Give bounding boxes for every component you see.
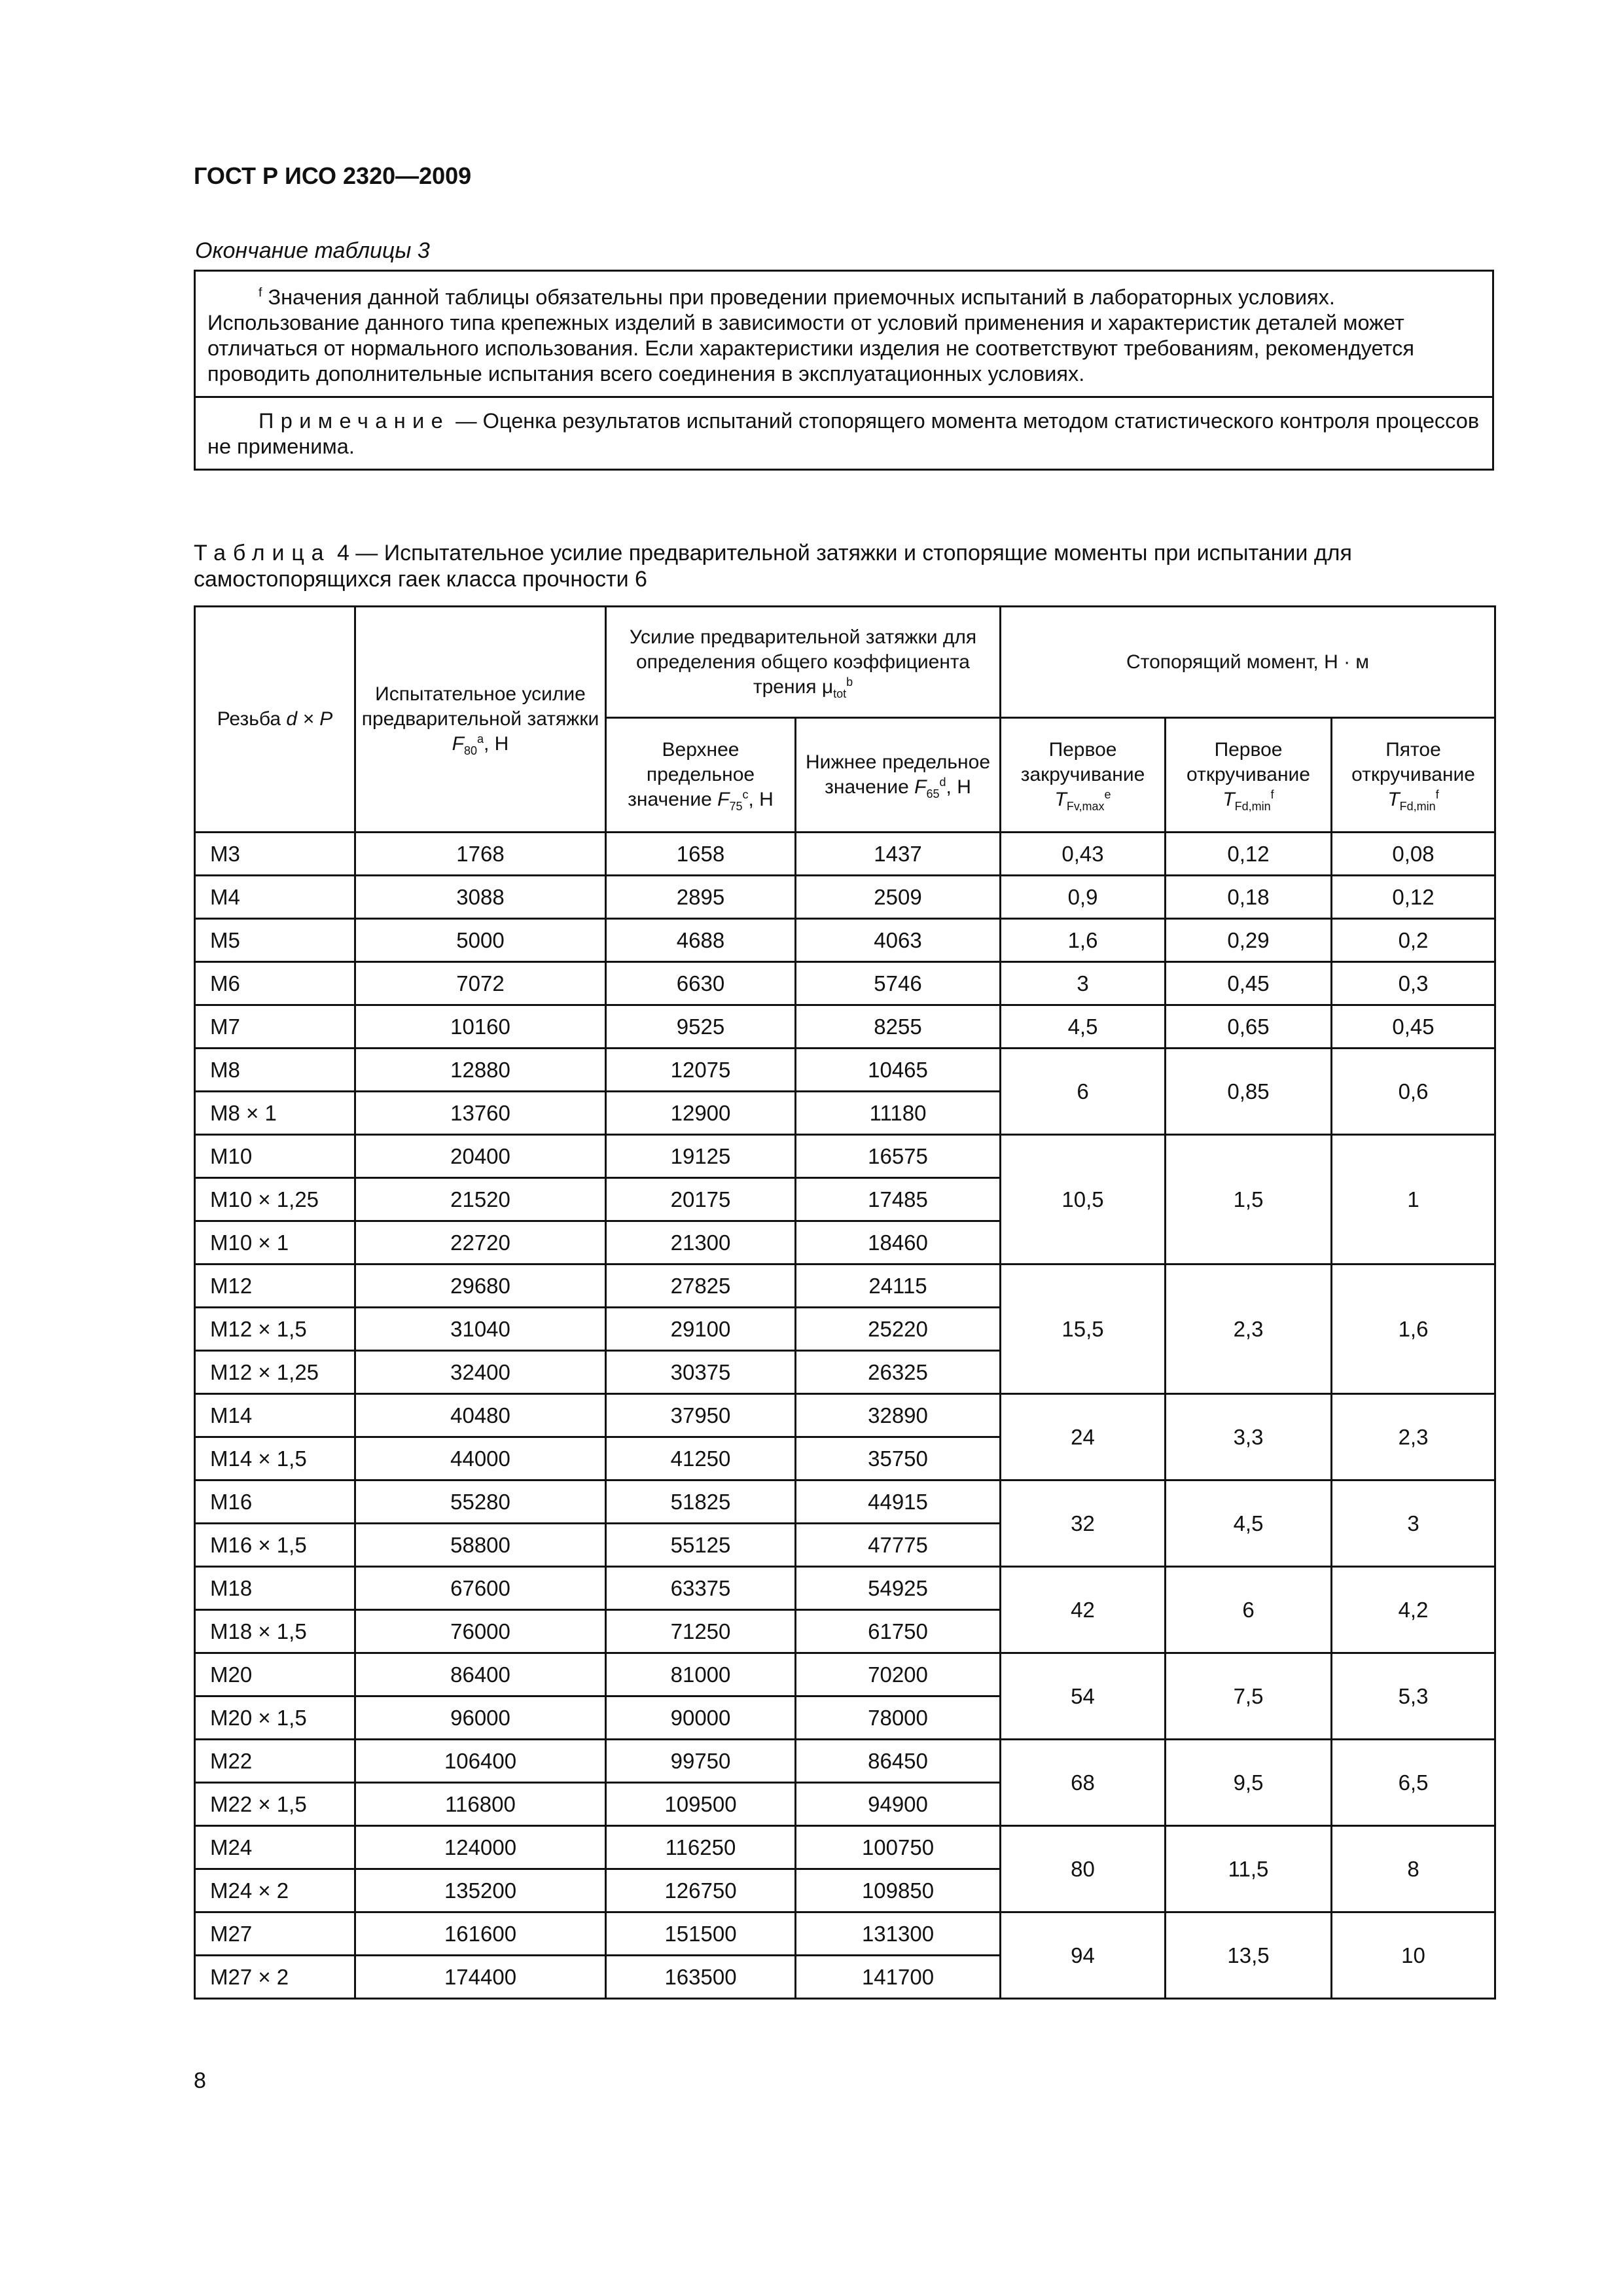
table-row [195,1740,1495,1783]
cell-upper-limit: 12900 [606,1092,796,1135]
cell-upper-limit: 1658 [606,833,796,876]
cell-test-force: 7072 [355,962,606,1005]
cell-first-on-torque: 10,5 [1001,1135,1166,1265]
cell-first-off-torque: 0,12 [1166,833,1332,876]
cell-fifth-off-torque: 10 [1332,1912,1495,1999]
cell-test-force: 174400 [355,1956,606,1999]
table-caption-label: Таблица [194,541,331,565]
cell-upper-limit: 2895 [606,876,796,919]
cell-lower-limit: 100750 [796,1826,1001,1869]
table-note [196,398,1492,469]
cell-first-on-torque: 42 [1001,1567,1166,1653]
cell-first-off-torque: 1,5 [1166,1135,1332,1265]
cell-test-force: 76000 [355,1610,606,1653]
cell-test-force: 86400 [355,1653,606,1696]
cell-test-force: 10160 [355,1005,606,1049]
cell-upper-limit: 21300 [606,1221,796,1265]
cell-lower-limit: 78000 [796,1696,1001,1740]
cell-lower-limit: 18460 [796,1221,1001,1265]
cell-lower-limit: 32890 [796,1394,1001,1437]
cell-lower-limit: 109850 [796,1869,1001,1912]
cell-test-force: 21520 [355,1178,606,1221]
cell-upper-limit: 30375 [606,1351,796,1394]
cell-test-force: 29680 [355,1265,606,1308]
cell-thread: M27 × 2 [195,1956,355,1999]
cell-fifth-off-torque: 4,2 [1332,1567,1495,1653]
cell-thread: M18 [195,1567,355,1610]
table3-notes-box [194,270,1494,471]
cell-lower-limit: 1437 [796,833,1001,876]
cell-lower-limit: 4063 [796,919,1001,962]
cell-upper-limit: 51825 [606,1480,796,1524]
cell-first-off-torque: 2,3 [1166,1265,1332,1394]
cell-upper-limit: 19125 [606,1135,796,1178]
cell-lower-limit: 10465 [796,1049,1001,1092]
cell-first-off-torque: 0,45 [1166,962,1332,1005]
table4-body [195,833,1495,1999]
table-row [195,1394,1495,1437]
cell-thread: M6 [195,962,355,1005]
table4-caption [194,540,1496,592]
cell-test-force: 31040 [355,1308,606,1351]
table-caption-text: 4 — Испытательное усилие предварительной затяжки и стопорящие моменты при испытании для самостопорящихся гаек класса прочности 6 [194,541,1352,592]
cell-test-force: 5000 [355,919,606,962]
cell-lower-limit: 141700 [796,1956,1001,1999]
cell-first-on-torque: 3 [1001,962,1166,1005]
page-number: 8 [194,2068,206,2093]
cell-first-off-torque: 13,5 [1166,1912,1332,1999]
cell-thread: M20 × 1,5 [195,1696,355,1740]
cell-test-force: 106400 [355,1740,606,1783]
cell-first-on-torque: 15,5 [1001,1265,1166,1394]
cell-upper-limit: 163500 [606,1956,796,1999]
table-row [195,833,1495,876]
cell-thread: M8 [195,1049,355,1092]
cell-test-force: 40480 [355,1394,606,1437]
cell-thread: M22 [195,1740,355,1783]
table-row [195,1005,1495,1049]
cell-lower-limit: 24115 [796,1265,1001,1308]
header-test-force: Испытательное усилие предварительной затяжки $F_{80}^a$, Н [355,607,606,833]
cell-lower-limit: 2509 [796,876,1001,919]
cell-first-on-torque: 6 [1001,1049,1166,1135]
cell-test-force: 116800 [355,1783,606,1826]
table-row [195,962,1495,1005]
cell-thread: M7 [195,1005,355,1049]
header-fifth-off: Пятое откручивание $T_{Fd,min}^f$ [1332,718,1495,833]
cell-first-off-torque: 0,65 [1166,1005,1332,1049]
cell-upper-limit: 37950 [606,1394,796,1437]
continuation-caption: Окончание таблицы 3 [195,238,430,263]
cell-upper-limit: 27825 [606,1265,796,1308]
cell-upper-limit: 126750 [606,1869,796,1912]
cell-thread: M12 [195,1265,355,1308]
cell-fifth-off-torque: 0,2 [1332,919,1495,962]
cell-first-on-torque: 54 [1001,1653,1166,1740]
cell-lower-limit: 17485 [796,1178,1001,1221]
cell-test-force: 58800 [355,1524,606,1567]
cell-upper-limit: 63375 [606,1567,796,1610]
cell-lower-limit: 54925 [796,1567,1001,1610]
cell-fifth-off-torque: 1 [1332,1135,1495,1265]
cell-first-off-torque: 9,5 [1166,1740,1332,1826]
cell-fifth-off-torque: 0,12 [1332,876,1495,919]
cell-test-force: 161600 [355,1912,606,1956]
cell-lower-limit: 8255 [796,1005,1001,1049]
cell-upper-limit: 55125 [606,1524,796,1567]
table-row [195,1049,1495,1092]
footnote-text: Значения данной таблицы обязательны при проведении приемочных испытаний в лабораторных условиях. Использование данного типа крепежных изделий в зависимости от условий применения и характеристик деталей может отличаться от нормального использования. Если характеристики изделия не соответствуют требованиям, рекомендуется проводить дополнительные испытания всего соединения в эксплуатационных условиях. [207,285,1414,386]
cell-test-force: 1768 [355,833,606,876]
cell-test-force: 96000 [355,1696,606,1740]
cell-test-force: 55280 [355,1480,606,1524]
cell-lower-limit: 61750 [796,1610,1001,1653]
cell-test-force: 22720 [355,1221,606,1265]
cell-thread: M10 × 1 [195,1221,355,1265]
cell-upper-limit: 6630 [606,962,796,1005]
cell-thread: M12 × 1,5 [195,1308,355,1351]
cell-fifth-off-torque: 0,6 [1332,1049,1495,1135]
table-row [195,1265,1495,1308]
cell-thread: M16 [195,1480,355,1524]
table-row [195,1480,1495,1524]
cell-first-on-torque: 32 [1001,1480,1166,1567]
cell-lower-limit: 47775 [796,1524,1001,1567]
cell-first-on-torque: 0,43 [1001,833,1166,876]
note-label: Примечание [259,409,450,433]
cell-thread: M24 × 2 [195,1869,355,1912]
cell-upper-limit: 116250 [606,1826,796,1869]
cell-upper-limit: 41250 [606,1437,796,1480]
cell-first-on-torque: 80 [1001,1826,1166,1912]
cell-lower-limit: 11180 [796,1092,1001,1135]
cell-first-on-torque: 1,6 [1001,919,1166,962]
cell-first-off-torque: 7,5 [1166,1653,1332,1740]
cell-test-force: 3088 [355,876,606,919]
cell-test-force: 13760 [355,1092,606,1135]
header-preload-group: Усилие предварительной затяжки для определения общего коэффициента трения $\mu_{tot}^b$ [606,607,1001,718]
cell-thread: M18 × 1,5 [195,1610,355,1653]
cell-lower-limit: 5746 [796,962,1001,1005]
cell-first-off-torque: 0,18 [1166,876,1332,919]
table-row [195,1653,1495,1696]
table-row [195,876,1495,919]
cell-thread: M12 × 1,25 [195,1351,355,1394]
cell-first-off-torque: 11,5 [1166,1826,1332,1912]
cell-thread: M10 × 1,25 [195,1178,355,1221]
cell-upper-limit: 151500 [606,1912,796,1956]
note-text: — Оценка результатов испытаний стопорящего момента методом статистического контроля процессов не применима. [207,409,1480,458]
cell-test-force: 44000 [355,1437,606,1480]
cell-upper-limit: 4688 [606,919,796,962]
table4 [194,605,1496,2000]
cell-upper-limit: 71250 [606,1610,796,1653]
cell-lower-limit: 35750 [796,1437,1001,1480]
header-torque-group: Стопорящий момент, Н · м [1001,607,1495,718]
cell-lower-limit: 26325 [796,1351,1001,1394]
cell-fifth-off-torque: 5,3 [1332,1653,1495,1740]
cell-lower-limit: 131300 [796,1912,1001,1956]
cell-fifth-off-torque: 0,3 [1332,962,1495,1005]
cell-fifth-off-torque: 6,5 [1332,1740,1495,1826]
cell-upper-limit: 29100 [606,1308,796,1351]
cell-first-on-torque: 68 [1001,1740,1166,1826]
header-lower-limit: Нижнее предельное значение $F_{65}^d$, Н [796,718,1001,833]
cell-first-off-torque: 6 [1166,1567,1332,1653]
header-thread: Резьба d × P [195,607,355,833]
cell-test-force: 12880 [355,1049,606,1092]
footnote-f [196,272,1492,398]
cell-first-on-torque: 94 [1001,1912,1166,1999]
cell-thread: M14 × 1,5 [195,1437,355,1480]
cell-test-force: 32400 [355,1351,606,1394]
cell-first-off-torque: 0,85 [1166,1049,1332,1135]
cell-fifth-off-torque: 3 [1332,1480,1495,1567]
cell-thread: M4 [195,876,355,919]
cell-test-force: 67600 [355,1567,606,1610]
cell-upper-limit: 81000 [606,1653,796,1696]
cell-upper-limit: 109500 [606,1783,796,1826]
cell-test-force: 124000 [355,1826,606,1869]
cell-thread: M3 [195,833,355,876]
table-row [195,919,1495,962]
table-row [195,1567,1495,1610]
header-first-on: Первое закручивание $T_{Fv,max}^e$ [1001,718,1166,833]
cell-fifth-off-torque: 0,08 [1332,833,1495,876]
cell-thread: M20 [195,1653,355,1696]
cell-thread: M5 [195,919,355,962]
cell-first-off-torque: 3,3 [1166,1394,1332,1480]
cell-lower-limit: 86450 [796,1740,1001,1783]
cell-lower-limit: 94900 [796,1783,1001,1826]
cell-upper-limit: 20175 [606,1178,796,1221]
table-row [195,1826,1495,1869]
cell-first-off-torque: 4,5 [1166,1480,1332,1567]
cell-thread: M27 [195,1912,355,1956]
cell-first-on-torque: 4,5 [1001,1005,1166,1049]
cell-fifth-off-torque: 1,6 [1332,1265,1495,1394]
cell-upper-limit: 99750 [606,1740,796,1783]
cell-fifth-off-torque: 8 [1332,1826,1495,1912]
cell-thread: M24 [195,1826,355,1869]
cell-first-off-torque: 0,29 [1166,919,1332,962]
cell-lower-limit: 16575 [796,1135,1001,1178]
cell-thread: M22 × 1,5 [195,1783,355,1826]
cell-fifth-off-torque: 0,45 [1332,1005,1495,1049]
cell-upper-limit: 90000 [606,1696,796,1740]
cell-lower-limit: 25220 [796,1308,1001,1351]
cell-lower-limit: 70200 [796,1653,1001,1696]
cell-thread: M16 × 1,5 [195,1524,355,1567]
header-first-off: Первое откручивание $T_{Fd,min}^f$ [1166,718,1332,833]
footnote-marker: f [259,285,262,300]
cell-thread: M8 × 1 [195,1092,355,1135]
cell-thread: M14 [195,1394,355,1437]
cell-fifth-off-torque: 2,3 [1332,1394,1495,1480]
table-row [195,1912,1495,1956]
cell-upper-limit: 12075 [606,1049,796,1092]
table-row [195,1135,1495,1178]
cell-test-force: 20400 [355,1135,606,1178]
document-header: ГОСТ Р ИСО 2320—2009 [194,162,472,189]
header-upper-limit: Верхнее предельное значение $F_{75}^c$, Н [606,718,796,833]
cell-thread: M10 [195,1135,355,1178]
cell-upper-limit: 9525 [606,1005,796,1049]
cell-test-force: 135200 [355,1869,606,1912]
cell-lower-limit: 44915 [796,1480,1001,1524]
cell-first-on-torque: 0,9 [1001,876,1166,919]
cell-first-on-torque: 24 [1001,1394,1166,1480]
